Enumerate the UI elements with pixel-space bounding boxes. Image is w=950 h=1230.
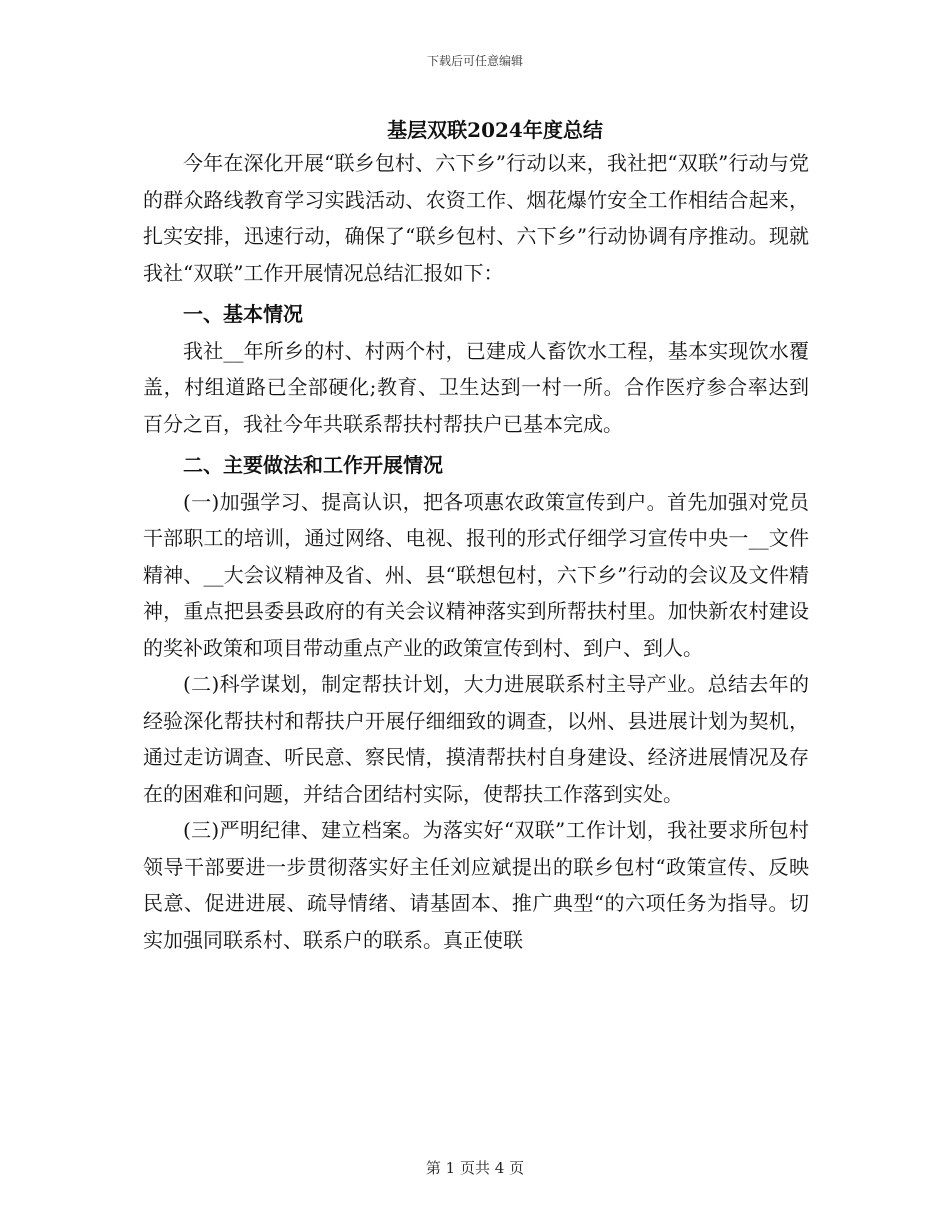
section-heading-practices: 二、主要做法和工作开展情况 bbox=[183, 453, 443, 477]
practice-paragraph-1: (一)加强学习、提高认识，把各项惠农政策宣传到户。首先加强对党员干部职工的培训，通过网络、电视、报刊的形式仔细学习宣传中央一__文件精神、__大会议精神及省、州、县“联想包村，六下乡”行动的会议及文件精神，重点把县委县政府的有关会议精神落实到所帮扶村里。加快新农村建设的奖补政策和项目带动重点产业的政策宣传到村、到户、到人。 bbox=[143, 489, 809, 660]
page-footer: 第 1 页共 4 页 bbox=[425, 1159, 525, 1177]
basic-situation-paragraph: 我社__年所乡的村、村两个村，已建成人畜饮水工程，基本实现饮水覆盖，村组道路已全部硬化;教育、卫生达到一村一所。合作医疗参合率达到百分之百，我社今年共联系帮扶村帮扶户已基本完成。 bbox=[143, 338, 809, 436]
practice-paragraph-3: (三)严明纪律、建立档案。为落实好“双联”工作计划，我社要求所包村领导干部要进一步贯彻落实好主任刘应斌提出的联乡包村“政策宣传、反映民意、促进进展、疏导情绪、请基固本、推广典型“的六项任务为指导。切实加强同联系村、联系户的联系。真正使联 bbox=[143, 818, 809, 952]
intro-paragraph: 今年在深化开展“联乡包村、六下乡”行动以来，我社把“双联”行动与党的群众路线教育学习实践活动、农资工作、烟花爆竹安全工作相结合起来，扎实安排，迅速行动，确保了“联乡包村、六下乡”行动协调有序推动。现就我社“双联”工作开展情况总结汇报如下： bbox=[143, 151, 809, 285]
practice-paragraph-2: (二)科学谋划，制定帮扶计划，大力进展联系村主导产业。总结去年的经验深化帮扶村和帮扶户开展仔细细致的调查，以州、县进展计划为契机，通过走访调查、听民意、察民情，摸清帮扶村自身建设、经济进展情况及存在的困难和问题，并结合团结村实际，使帮扶工作落到实处。 bbox=[143, 672, 809, 806]
header-note: 下载后可任意编辑 bbox=[426, 54, 523, 68]
document-title: 基层双联2024年度总结 bbox=[387, 118, 603, 142]
section-heading-basic: 一、基本情况 bbox=[183, 302, 303, 326]
document-body bbox=[143, 145, 809, 958]
